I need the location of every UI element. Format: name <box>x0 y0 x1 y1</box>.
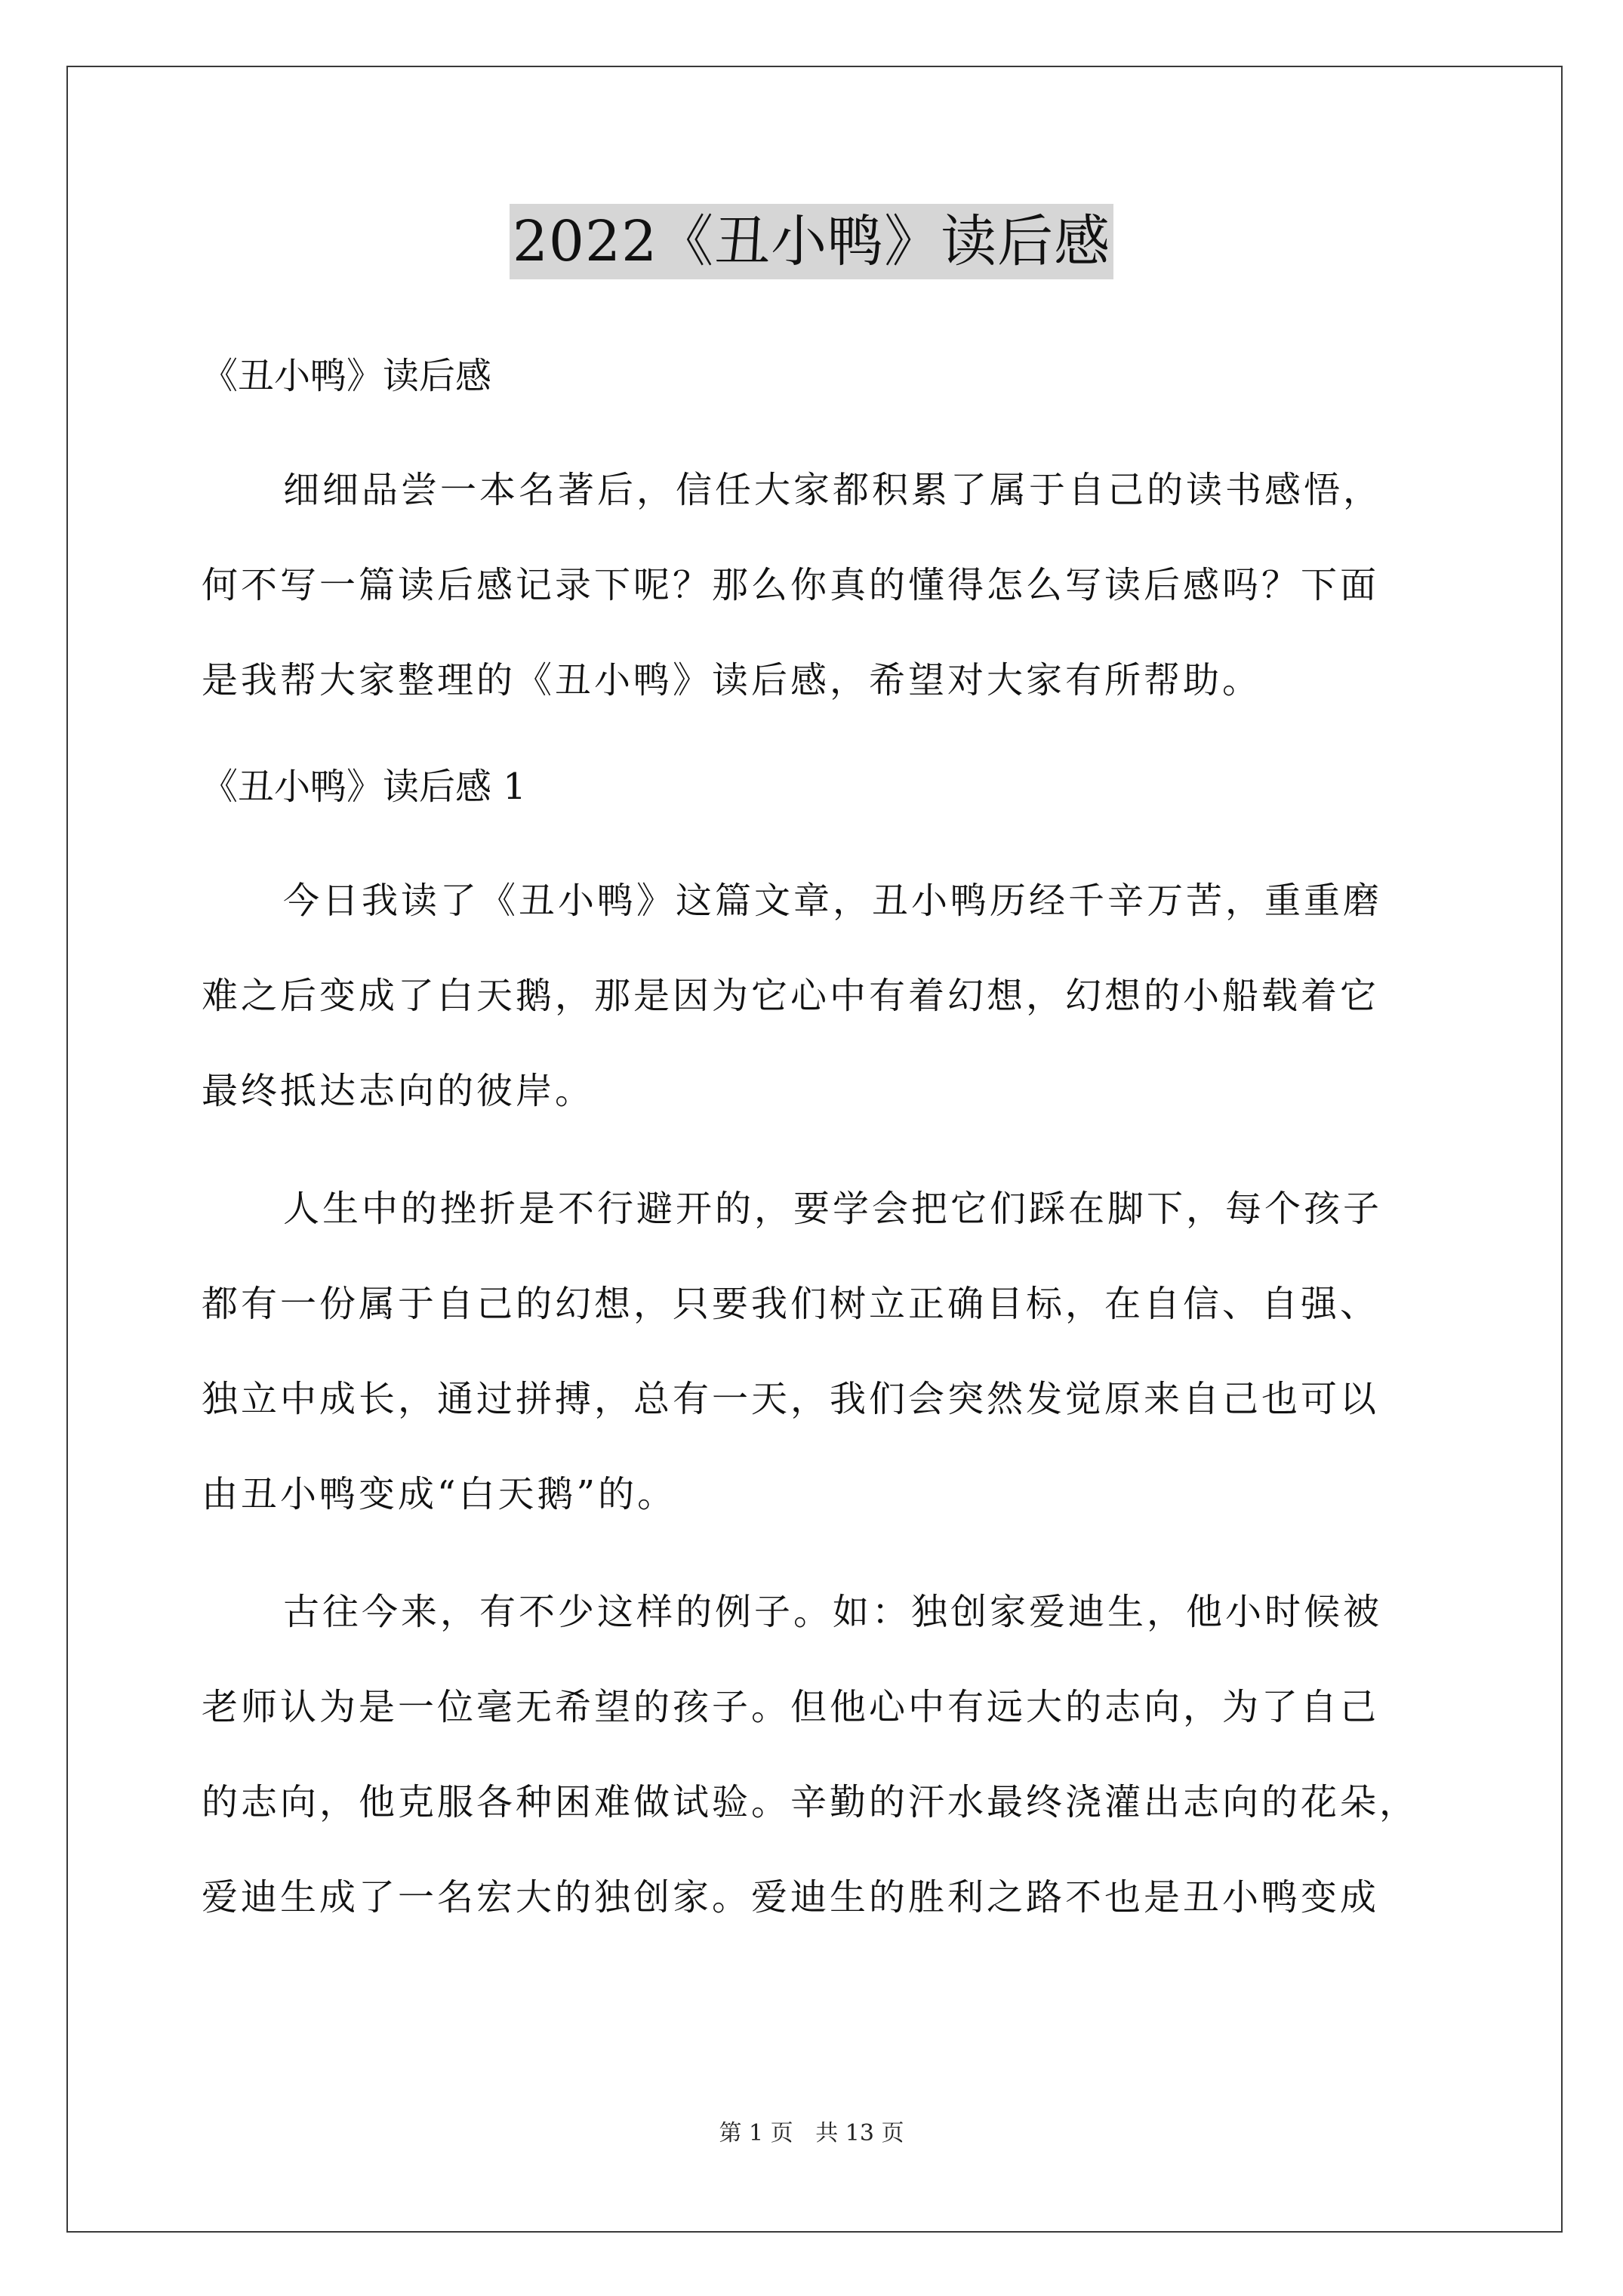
subtitle: 《丑小鸭》读后感 <box>202 355 492 397</box>
paragraph-line: 细细品尝一本名著后，信任大家都积累了属于自己的读书感悟， <box>283 469 1383 511</box>
paragraph-line: 独立中成长，通过拼搏，总有一天，我们会突然发觉原来自己也可以 <box>202 1378 1380 1420</box>
paragraph-line: 最终抵达志向的彼岸。 <box>202 1070 595 1112</box>
document-body <box>202 302 1440 1960</box>
paragraph-line: 何不写一篇读后感记录下呢？那么你真的懂得怎么写读后感吗？下面 <box>202 564 1380 606</box>
paragraph-line: 古往今来，有不少这样的例子。如：独创家爱迪生，他小时候被 <box>283 1591 1383 1633</box>
paragraph-line: 的志向，他克服各种困难做试验。辛勤的汗水最终浇灌出志向的花朵， <box>202 1781 1419 1823</box>
paragraph-line: 是我帮大家整理的《丑小鸭》读后感，希望对大家有所帮助。 <box>202 659 1262 701</box>
body-paragraph <box>202 1154 1440 1557</box>
paragraph-line: 老师认为是一位毫无希望的孩子。但他心中有远大的志向，为了自己 <box>202 1686 1380 1728</box>
page-footer <box>0 2114 1623 2147</box>
body-paragraph <box>202 846 1440 1154</box>
paragraph-line: 难之后变成了白天鹅，那是因为它心中有着幻想，幻想的小船载着它 <box>202 975 1380 1017</box>
page-number: 第 1 页 <box>719 2120 793 2147</box>
paragraph-line: 爱迪生成了一名宏大的独创家。爱迪生的胜利之路不也是丑小鸭变成 <box>202 1876 1380 1918</box>
paragraph-line: 人生中的挫折是不行避开的，要学会把它们踩在脚下，每个孩子 <box>283 1188 1383 1230</box>
paragraph-line: 都有一份属于自己的幻想，只要我们树立正确目标，在自信、自强、 <box>202 1283 1380 1325</box>
body-paragraph <box>202 1557 1440 1960</box>
section-heading: 《丑小鸭》读后感 1 <box>202 766 526 808</box>
document-title: 2022《丑小鸭》读后感 <box>510 204 1113 279</box>
page-total: 共 13 页 <box>815 2120 904 2147</box>
paragraph-line: 由丑小鸭变成“白天鹅”的。 <box>202 1473 677 1515</box>
intro-paragraph <box>202 435 1440 743</box>
title-area <box>0 204 1623 279</box>
paragraph-line: 今日我读了《丑小鸭》这篇文章，丑小鸭历经千辛万苦，重重磨 <box>283 880 1383 922</box>
